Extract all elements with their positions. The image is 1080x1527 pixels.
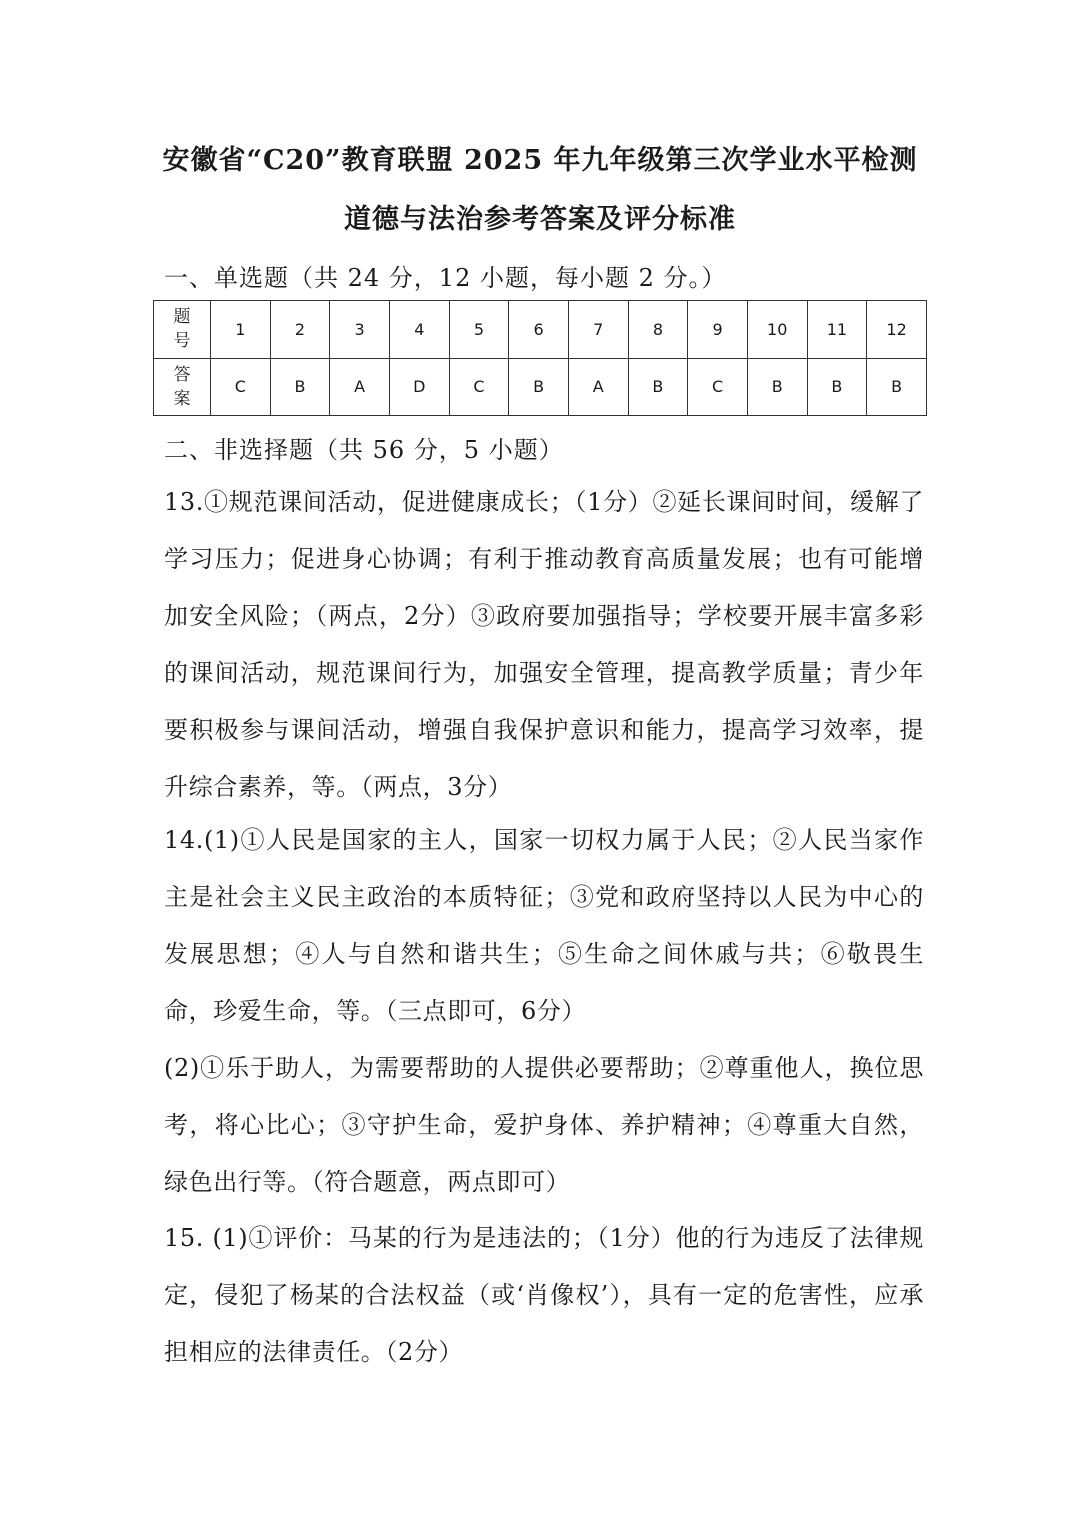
document-subtitle: 道德与法治参考答案及评分标准 (344, 204, 736, 235)
question-14-part2-answer: (2)①乐于助人，为需要帮助的人提供必要帮助；②尊重他人，换位思考，将心比心；③守护生命，爱护身体、养护精神；④尊重大自然，绿色出行等。（符合题意，两点即可） (164, 1054, 924, 1196)
table-row-numbers (154, 301, 927, 359)
question-number-cell: 5 (449, 301, 509, 359)
answer-cell: C (211, 358, 271, 416)
answer-cell: A (330, 358, 390, 416)
question-number-cell: 12 (867, 301, 927, 359)
answer-cell: B (867, 358, 927, 416)
question-number-cell: 10 (747, 301, 807, 359)
question-number-cell: 9 (688, 301, 748, 359)
question-number-cell: 8 (628, 301, 688, 359)
question-15-part1-answer: 15. (1)①评价：马某的行为是违法的；（1分）他的行为违反了法律规定，侵犯了杨某的合法权益（或‘肖像权’），具有一定的危害性，应承担相应的法律责任。（2分） (164, 1224, 924, 1366)
row-header-answer: 答 案 (154, 358, 211, 416)
table-row-answers (154, 358, 927, 416)
document-title: 安徽省“C20”教育联盟 2025 年九年级第三次学业水平检测 (162, 145, 918, 176)
question-number-cell: 4 (389, 301, 449, 359)
answer-table (153, 300, 927, 416)
answer-cell: B (270, 358, 330, 416)
answer-cell: C (449, 358, 509, 416)
question-number-cell: 7 (568, 301, 628, 359)
question-13-answer: 13.①规范课间活动，促进健康成长；（1分）②延长课间时间，缓解了学习压力；促进身心协调；有利于推动教育高质量发展；也有可能增加安全风险；（两点，2分）③政府要加强指导；学校要开展丰富多彩的课间活动，规范课间行为，加强安全管理，提高教学质量；青少年要积极参与课间活动，增强自我保护意识和能力，提高学习效率，提升综合素养，等。（两点，3分） (164, 488, 924, 801)
question-number-cell: 3 (330, 301, 390, 359)
answer-cell: C (688, 358, 748, 416)
row-header-number: 题 号 (154, 301, 211, 359)
question-number-cell: 2 (270, 301, 330, 359)
section-heading-non-choice: 二、非选择题（共 56 分，5 小题） (164, 436, 564, 464)
question-number-cell: 11 (807, 301, 867, 359)
answer-cell: A (568, 358, 628, 416)
answer-cell: D (389, 358, 449, 416)
answer-cell: B (509, 358, 569, 416)
answer-cell: B (628, 358, 688, 416)
question-14-part1-answer: 14.(1)①人民是国家的主人，国家一切权力属于人民；②人民当家作主是社会主义民主政治的本质特征；③党和政府坚持以人民为中心的发展思想；④人与自然和谐共生；⑤生命之间休戚与共；⑥敬畏生命，珍爱生命，等。（三点即可，6分） (164, 826, 924, 1025)
question-number-cell: 1 (211, 301, 271, 359)
question-number-cell: 6 (509, 301, 569, 359)
answer-cell: B (807, 358, 867, 416)
answer-cell: B (747, 358, 807, 416)
section-heading-single-choice: 一、单选题（共 24 分，12 小题，每小题 2 分。） (164, 264, 727, 292)
